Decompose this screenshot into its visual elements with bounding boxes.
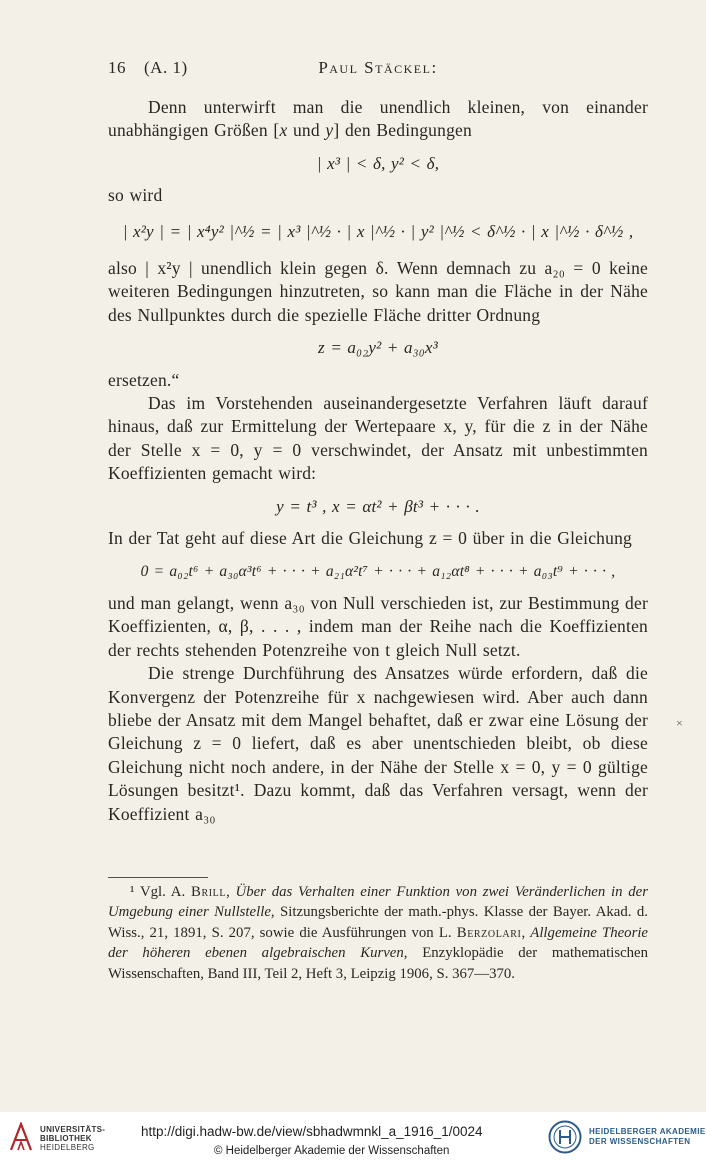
running-title: Paul Stäckel: <box>318 58 438 77</box>
footnote-title-1: Über das Verhalten einer Funktion von zwei Veränderlichen in der Umgebung einer Nullstelle, <box>108 884 648 921</box>
equation-4: y = t³ , x = αt² + βt³ + · · · . <box>276 496 480 516</box>
equation-3: z = a₀₂y² + a₃₀x³ <box>318 338 438 358</box>
footnote: ¹ Vgl. A. Brill, Über das Verhalten einer Funktion von zwei Veränderlichen in der Umgebung einer Nullstelle, Sitzungsberichte der math.-phys. Klasse der Bayer. Akad. d. Wiss., 21, 1891, S. 207, sowie die Ausführungen von L. Berzolari, Allgemeine Theorie der höheren ebenen algebraischen Kurven, Enzyklopädie der mathematischen Wissenschaften, Band III, Teil 2, Heft 3, Leipzig 1906, S. 367—370. <box>108 884 649 982</box>
paragraph-1: Denn unterwirft man die unendlich kleinen, von einander unabhängigen Größen [x und y] den Bedingungen <box>108 97 648 141</box>
academy-name: HEIDELBERGER AKADEMIE DER WISSENSCHAFTEN <box>589 1127 706 1146</box>
section-label: (A. 1) <box>144 58 188 77</box>
paragraph-8: Die strenge Durchführung des Ansatzes würde erfordern, daß die Konvergenz der Potenzreihe für x nachgewiesen wird. Aber auch dann bliebe der Ansatz mit dem Mangel behaftet, daß er zwar eine Lösung der Gleichung z = 0 liefert, daß es aber unentschieden bleibt, ob diese Gleichung nicht noch andere, in der Nähe der Stelle x = 0, y = 0 gültige Lösungen besitzt¹. Dazu kommt, daß das Verfahren versagt, wenn der Koeffizient a₃₀ <box>108 663 648 824</box>
paragraph-5: Das im Vorstehenden auseinandergesetzte Verfahren läuft darauf hinaus, daß zur Ermittelung der Wertepaare x, y, für die z in der Nähe der Stelle x = 0, y = 0 verschwindet, der Ansatz mit unbestimmten Koeffizienten gemacht wird: <box>108 393 648 484</box>
body-text <box>108 96 648 826</box>
library-name: UNIVERSITÄTS- BIBLIOTHEK HEIDELBERG <box>40 1125 106 1152</box>
paragraph-3: also | x²y | unendlich klein gegen δ. Wenn demnach zu a₂₀ = 0 keine weiteren Bedingungen hinzutreten, so kann man die Fläche in der Nähe des Nullpunktes durch die spezielle Fläche dritter Ordnung <box>108 258 648 325</box>
footnote-author-2: Berzolari <box>456 924 522 941</box>
academy-seal-icon <box>548 1120 582 1154</box>
page-number: 16 <box>108 58 126 77</box>
copyright-notice: © Heidelberger Akademie der Wissenschaften <box>214 1145 450 1157</box>
equation-2: | x²y | = | x⁴y² |^½ = | x³ |^½ · | x |^½ · | y² |^½ < δ^½ · | x |^½ · δ^½ , <box>122 221 634 241</box>
margin-mark: × <box>676 716 683 730</box>
footnote-rule <box>108 877 208 878</box>
paragraph-7: und man gelangt, wenn a₃₀ von Null verschieden ist, zur Bestimmung der Koeffizienten, α, β, . . . , indem man der Reihe nach die Koeffizienten der rechts stehenden Potenzreihe von t gleich Null setzt. <box>108 592 648 660</box>
equation-1: | x³ | < δ, y² < δ, <box>316 153 440 173</box>
footnote-mark: ¹ <box>130 884 135 900</box>
paragraph-6: In der Tat geht auf diese Art die Gleichung z = 0 über in die Gleichung <box>108 528 632 549</box>
page-header <box>108 58 648 82</box>
paragraph-2: so wird <box>108 185 163 206</box>
permalink-url[interactable]: http://digi.hadw-bw.de/view/sbhadwmnkl_a_1916_1/0024 <box>141 1124 483 1139</box>
equation-5: 0 = a₀₂t⁶ + a₃₀α³t⁶ + · · · + a₂₁α²t⁷ + · · · + a₁₂αt⁸ + · · · + a₀₃t⁹ + · · · , <box>140 562 616 580</box>
paragraph-4: ersetzen.“ <box>108 369 180 390</box>
footnote-author-1: Brill <box>190 884 227 900</box>
viewer-footer <box>0 1112 706 1164</box>
university-library-logo-icon <box>8 1122 34 1152</box>
footnote-title-2: Allgemeine Theorie der höheren ebenen algebraischen Kurven, <box>108 924 649 962</box>
